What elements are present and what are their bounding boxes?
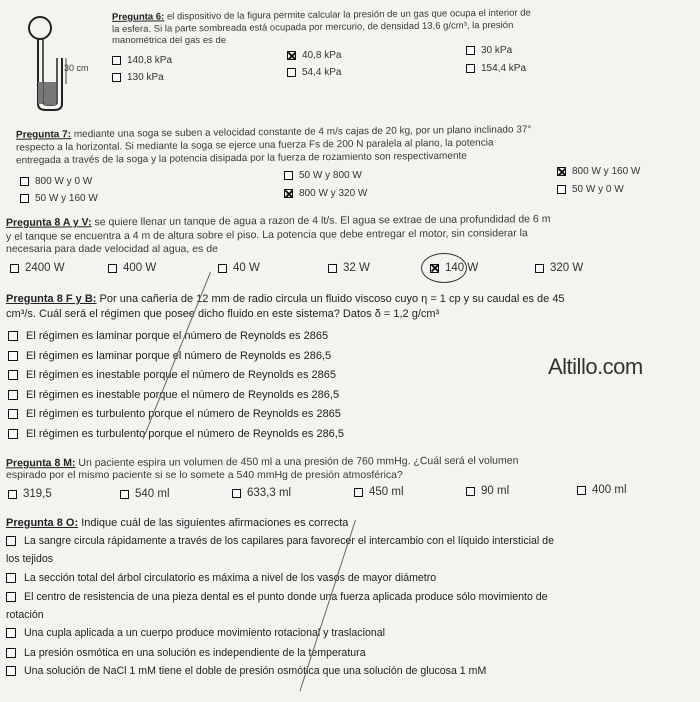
checkbox[interactable] (108, 264, 117, 273)
q8o-option-3[interactable]: El centro de resistencia de una pieza dental es el punto donde una fuerza aplicada produce sólo movimiento de (6, 591, 548, 603)
q8o-option-5[interactable]: La presión osmótica en una solución es independiente de la temperatura (6, 647, 366, 659)
q8fyb-option-5[interactable]: El régimen es turbulento porque el número de Reynolds es 2865 (8, 408, 341, 420)
checkbox[interactable] (466, 46, 475, 55)
checkbox[interactable] (10, 264, 19, 273)
question-8av-text-line2: y el tanque se encuentra a 4 m de altura sobre el piso. La potencia que debe entregar el motor, sin considerar la (5, 227, 528, 243)
checkbox[interactable] (6, 536, 16, 546)
checkbox[interactable] (6, 648, 16, 658)
question-8fyb-text-line1: Por una cañería de 12 mm de radio circula un fluido viscoso cuyo η = 1 cp y su caudal es de 45 (99, 293, 565, 305)
q8o-option-1[interactable]: La sangre circula rápidamente a través de los capilares para favorecer el intercambio con el líquido intersticial de (6, 535, 554, 547)
q8o-option-1-continuation: los tejidos (6, 553, 54, 565)
checkbox[interactable] (284, 171, 293, 180)
checkbox[interactable] (287, 68, 296, 77)
checkbox[interactable] (466, 64, 475, 73)
q8av-option-4[interactable]: 32 W (328, 262, 370, 274)
q7-option-6[interactable]: 50 W y 0 W (557, 184, 624, 195)
question-6-text-line3: manométrica del gas es de (112, 35, 227, 46)
checkbox[interactable] (8, 409, 18, 419)
q8m-option-6[interactable]: 400 ml (577, 484, 627, 496)
checkbox[interactable] (8, 390, 18, 400)
checkbox[interactable] (8, 331, 18, 341)
q8av-option-3[interactable]: 40 W (218, 262, 260, 274)
q8m-option-3[interactable]: 633,3 ml (232, 487, 291, 499)
checkbox[interactable] (6, 628, 16, 638)
q8m-option-2[interactable]: 540 ml (120, 488, 170, 500)
q8av-option-6[interactable]: 320 W (535, 262, 583, 274)
question-8m-title: Pregunta 8 M: (5, 456, 76, 470)
checkbox[interactable] (20, 177, 29, 186)
question-8av-text-line1: se quiere llenar un tanque de agua a razon de 4 lt/s. El agua se extrae de una profundidad de 6 m (94, 213, 551, 229)
q8av-option-5[interactable]: 140 W (430, 262, 478, 274)
checkbox[interactable] (8, 490, 17, 499)
checkbox[interactable] (535, 264, 544, 273)
checkbox[interactable] (112, 56, 121, 65)
q7-option-5[interactable]: 800 W y 160 W (557, 166, 640, 177)
question-6-title: Pregunta 6: (111, 11, 165, 23)
checkbox[interactable] (218, 264, 227, 273)
checkbox-checked[interactable] (287, 51, 296, 60)
checkbox[interactable] (354, 488, 363, 497)
q6-option-5[interactable]: 30 kPa (466, 45, 512, 56)
question-8o-text-line1: Indique cuál de las siguientes afirmaciones es correcta (81, 517, 349, 529)
checkbox-checked[interactable] (557, 167, 566, 176)
question-8fyb-text-line2: cm³/s. Cuál será el régimen que posee dicho fluido en este sistema? Datos δ = 1,2 g/cm³ (6, 308, 440, 320)
checkbox[interactable] (6, 666, 16, 676)
question-7-text-line3: entregada a través de la soga y la potencia disipada por la fuerza de rozamiento son respectivamente (15, 150, 467, 167)
altillo-logo: Altillo.com (548, 354, 643, 379)
q8o-option-2[interactable]: La sección total del árbol circulatorio es máxima a nivel de los vasos de mayor diámetro (6, 572, 436, 584)
checkbox[interactable] (8, 429, 18, 439)
question-7-text-line2: respecto a la horizontal. Si mediante la soga se ejerce una fuerza Fs de 200 N paralela al plano, la potencia (15, 137, 494, 154)
q8o-option-6[interactable]: Una solución de NaCl 1 mM tiene el doble de presión osmótica que una solución de glucosa 1 mM (6, 665, 486, 677)
checkbox[interactable] (6, 573, 16, 583)
checkbox[interactable] (557, 185, 566, 194)
question-8o-title: Pregunta 8 O: (6, 517, 79, 529)
checkbox[interactable] (577, 486, 586, 495)
checkbox[interactable] (20, 194, 29, 203)
question-6-text-line1: el dispositivo de la figura permite calcular la presión de un gas que ocupa el interior de (166, 7, 531, 23)
question-8fyb-title: Pregunta 8 F y B: (6, 293, 97, 305)
q8av-option-2[interactable]: 400 W (108, 262, 156, 274)
checkbox[interactable] (8, 370, 18, 380)
answer-circle-mark (421, 253, 467, 283)
q6-option-1[interactable]: 140,8 kPa (112, 55, 172, 66)
manometer-figure (22, 12, 102, 112)
q7-option-1[interactable]: 800 W y 0 W (20, 176, 92, 187)
checkbox[interactable] (112, 73, 121, 82)
q8m-option-5[interactable]: 90 ml (466, 485, 509, 497)
q8fyb-option-1[interactable]: El régimen es laminar porque el número de Reynolds es 2865 (8, 330, 328, 342)
question-7-title: Pregunta 7: (15, 129, 72, 141)
q6-option-2[interactable]: 130 kPa (112, 72, 164, 83)
q7-option-4[interactable]: 800 W y 320 W (284, 188, 367, 199)
question-8m-text-line2: espirado por el mismo paciente si se lo somete a 540 mmHg de presión atmosférica? (6, 469, 403, 481)
question-7-text-line1: mediante una soga se suben a velocidad constante de 4 m/s cajas de 20 kg, por un plano inclinado 37° (73, 124, 532, 141)
figure-height-label: 30 cm (64, 63, 89, 73)
q8m-option-4[interactable]: 450 ml (354, 486, 404, 498)
checkbox[interactable] (120, 490, 129, 499)
question-8m-text-line1: Un paciente espira un volumen de 450 ml a una presión de 760 mmHg. ¿Cuál será el volumen (78, 454, 519, 469)
q8av-option-1[interactable]: 2400 W (10, 262, 65, 274)
checkbox[interactable] (328, 264, 337, 273)
q8fyb-option-4[interactable]: El régimen es inestable porque el número de Reynolds es 286,5 (8, 389, 339, 401)
checkbox[interactable] (466, 487, 475, 496)
q7-option-2[interactable]: 50 W y 160 W (20, 193, 98, 204)
q8m-option-1[interactable]: 319,5 (8, 488, 52, 500)
q8fyb-option-6[interactable]: El régimen es turbulento porque el número de Reynolds es 286,5 (8, 428, 344, 440)
checkbox[interactable] (6, 592, 16, 602)
q8o-option-4[interactable]: Una cupla aplicada a un cuerpo produce movimiento rotacional y traslacional (6, 627, 385, 639)
question-8av-title: Pregunta 8 A y V: (5, 216, 92, 229)
q8o-option-3-continuation: rotación (6, 609, 44, 621)
checkbox[interactable] (8, 351, 18, 361)
q8fyb-option-2[interactable]: El régimen es laminar porque el número de Reynolds es 286,5 (8, 350, 331, 362)
q8fyb-option-3[interactable]: El régimen es inestable porque el número de Reynolds es 2865 (8, 369, 336, 381)
q6-option-6[interactable]: 154,4 kPa (466, 63, 526, 74)
question-6-text-line2: la esfera. Si la parte sombreada está ocupada por mercurio, de densidad 13,6 g/cm³, la presión (111, 19, 514, 36)
q7-option-3[interactable]: 50 W y 800 W (284, 170, 362, 181)
q6-option-4[interactable]: 54,4 kPa (287, 67, 341, 78)
q6-option-3[interactable]: 40,8 kPa (287, 50, 341, 61)
checkbox-checked[interactable] (284, 189, 293, 198)
question-8av-text-line3: necesaria para dade velocidad al agua, es de (6, 243, 218, 255)
checkbox[interactable] (232, 489, 241, 498)
